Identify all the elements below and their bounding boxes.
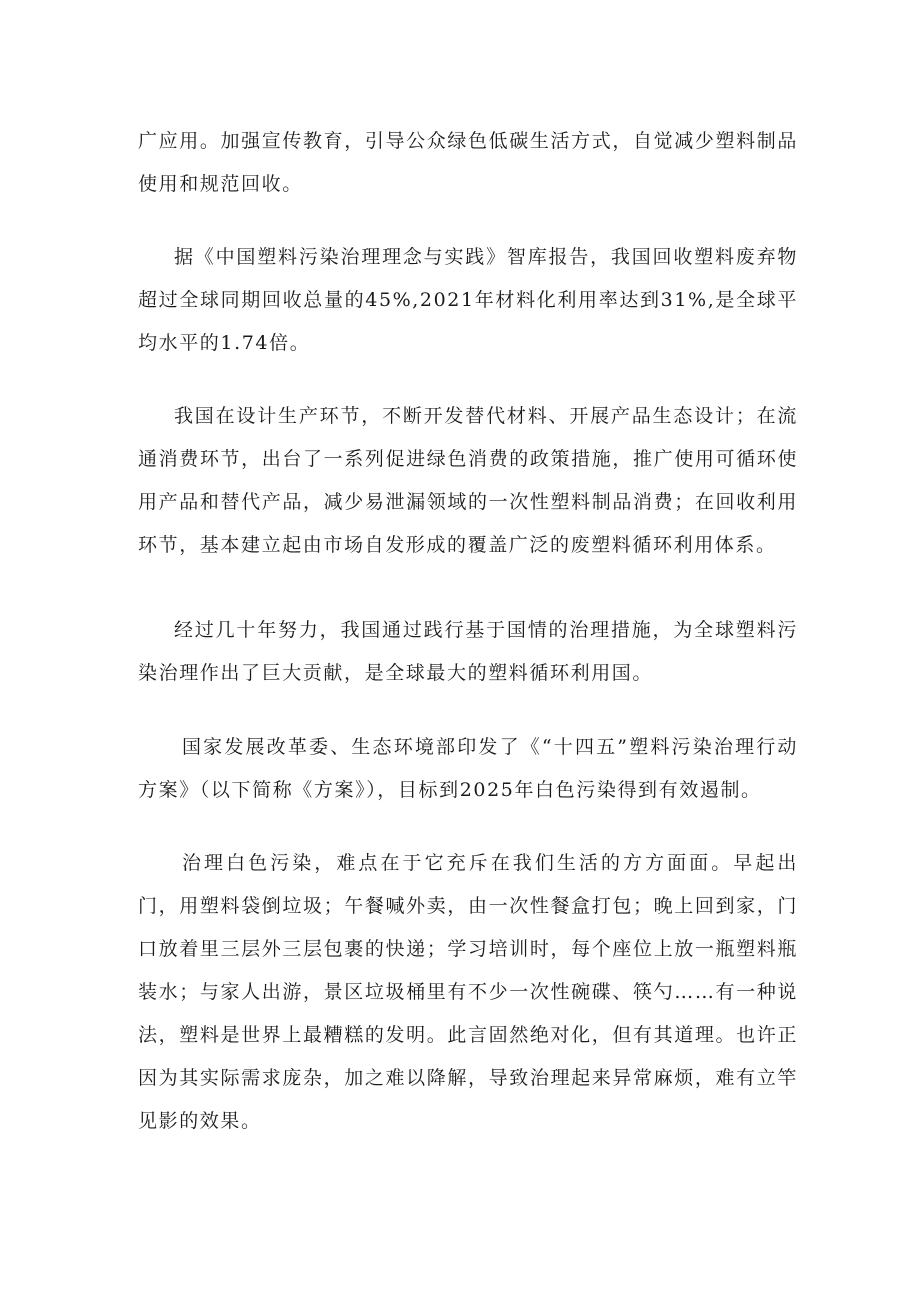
paragraph-promotion-education: 广应用。加强宣传教育，引导公众绿色低碳生活方式，自觉减少塑料制品使用和规范回收。 [138, 130, 798, 195]
paragraph-action-plan: 国家发展改革委、生态环境部印发了《“十四五”塑料污染治理行动方案》（以下简称《方案》），目标到2025年白色污染得到有效遏制。 [138, 736, 798, 801]
paragraph-white-pollution-difficulty: 治理白色污染，难点在于它充斥在我们生活的方方面面。早起出门，用塑料袋倒垃圾；午餐喊外卖，由一次性餐盒打包；晚上回到家，门口放着里三层外三层包裹的快递；学习培训时，每个座位上放一瓶塑料瓶装水；与家人出游，景区垃圾桶里有不少一次性碗碟、筷勺……有一种说法，塑料是世界上最糟糕的发明。此言固然绝对化，但有其道理。也许正因为其实际需求庞杂，加之难以降解，导致治理起来异常麻烦，难有立竿见影的效果。 [138, 852, 798, 1132]
paragraph-decades-of-effort: 经过几十年努力，我国通过践行基于国情的治理措施，为全球塑料污染治理作出了巨大贡献，是全球最大的塑料循环利用国。 [138, 619, 798, 684]
paragraph-production-circulation-recycling: 我国在设计生产环节，不断开发替代材料、开展产品生态设计；在流通消费环节，出台了一系列促进绿色消费的政策措施，推广使用可循环使用产品和替代产品，减少易泄漏领域的一次性塑料制品消费；在回收利用环节，基本建立起由市场自发形成的覆盖广泛的废塑料循环利用体系。 [138, 405, 798, 556]
paragraph-think-tank-report: 据《中国塑料污染治理理念与实践》智库报告，我国回收塑料废弃物超过全球同期回收总量的45%,2021年材料化利用率达到31%,是全球平均水平的1.74倍。 [138, 246, 798, 354]
